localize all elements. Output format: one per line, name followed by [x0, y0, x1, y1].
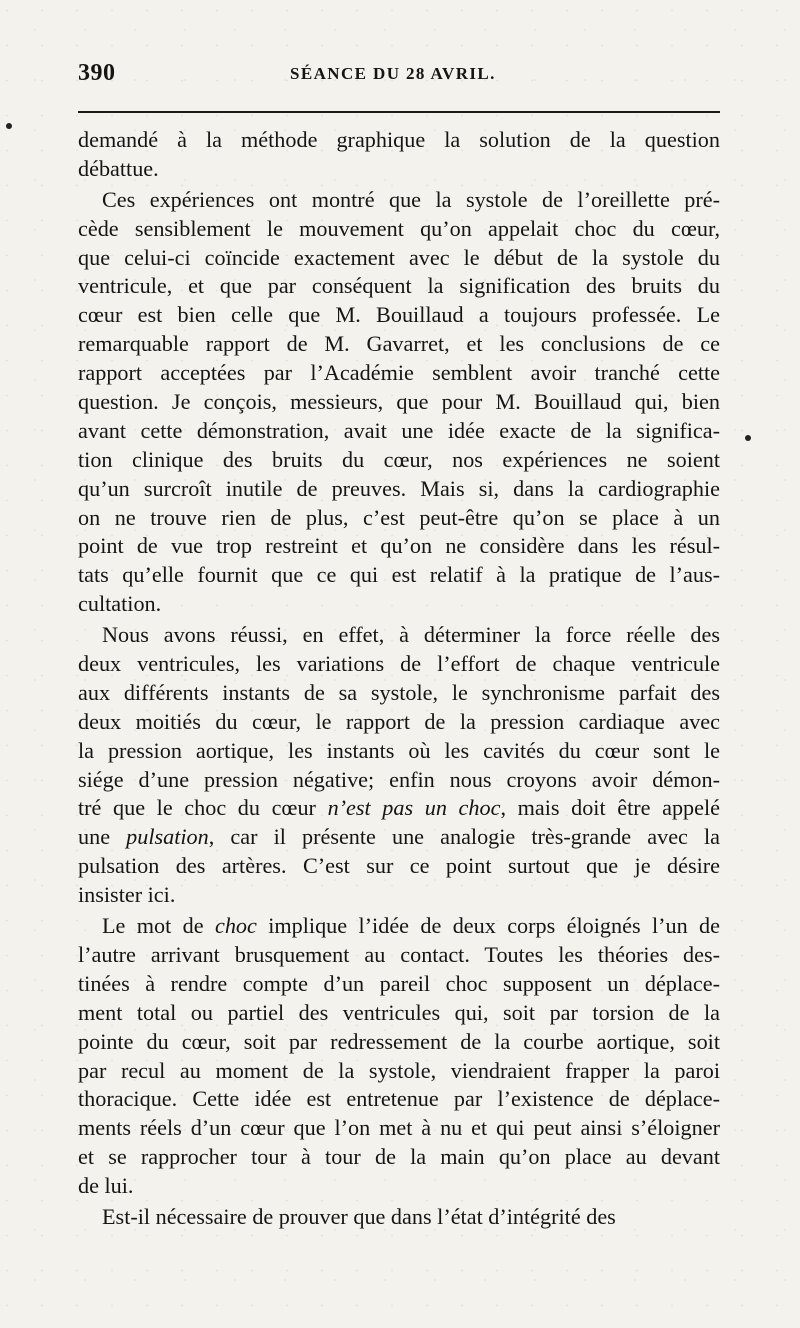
text-line: et se rapprocher tour à tour de la main qu’on place au devant	[78, 1144, 720, 1170]
paragraph	[78, 126, 720, 184]
text-line: siége d’une pression négative; enfin nous croyons avoir démon-	[78, 766, 720, 792]
text-line: thoracique. Cette idée est entretenue par l’existence de déplace-	[78, 1086, 720, 1112]
text-line: de lui.	[78, 1173, 134, 1199]
text-line: cœur est bien celle que M. Bouillaud a toujours professée. Le	[78, 302, 720, 328]
italic-emphasis: pulsation	[126, 824, 209, 850]
paragraph	[78, 621, 720, 910]
text-line: la pression aortique, les instants où les cavités du cœur sont le	[78, 737, 720, 763]
text-line: l’autre arrivant brusquement au contact. Toutes les théories des-	[78, 941, 720, 967]
text-line: tats qu’elle fournit que ce qui est relatif à la pratique de l’aus-	[78, 562, 720, 588]
text-segment: tré que le choc du cœur	[78, 795, 328, 821]
text-line: Nous avons réussi, en effet, à déterminer la force réelle des	[102, 622, 720, 648]
text-line: tion clinique des bruits du cœur, nos expériences ne soient	[78, 446, 720, 472]
header-rule	[78, 111, 720, 113]
text-line: cède sensiblement le mouvement qu’on appelait choc du cœur,	[78, 215, 720, 241]
text-line: tinées à rendre compte d’un pareil choc supposent un déplace-	[78, 970, 720, 996]
text-line: deux moitiés du cœur, le rapport de la pression cardiaque avec	[78, 708, 720, 734]
text-line: rapport acceptées par l’Académie semblent avoir tranché cette	[78, 360, 720, 386]
text-line: Ces expériences ont montré que la systole de l’oreillette pré-	[102, 186, 720, 212]
page-body	[78, 126, 720, 1232]
page-header	[78, 58, 718, 92]
paragraph	[78, 186, 720, 619]
text-line: débattue.	[78, 155, 159, 181]
text-line: ventricule, et que par conséquent la signification des bruits du	[78, 273, 720, 299]
text-line	[78, 823, 720, 852]
text-segment: , car il présente une analogie très-grande avec la	[208, 824, 720, 850]
text-line: qu’un surcroît inutile de preuves. Mais si, dans la cardiographie	[78, 475, 720, 501]
paragraph	[78, 1203, 720, 1232]
italic-emphasis: n’est pas un choc	[327, 795, 501, 821]
text-line: insister ici.	[78, 882, 176, 908]
text-segment: Le mot de	[102, 913, 215, 939]
text-line: avant cette démonstration, avait une idée exacte de la significa-	[78, 417, 720, 443]
paragraph	[78, 912, 720, 1201]
text-segment: implique l’idée de deux corps éloignés l’un de	[256, 913, 720, 939]
text-line: question. Je conçois, messieurs, que pour M. Bouillaud qui, bien	[78, 389, 720, 415]
text-segment: une	[78, 824, 127, 850]
text-line: remarquable rapport de M. Gavarret, et les conclusions de ce	[78, 331, 720, 357]
text-line	[78, 912, 720, 941]
text-line	[78, 794, 720, 823]
text-line: pointe du cœur, soit par redressement de la courbe aortique, soit	[78, 1028, 720, 1054]
text-line: point de vue trop restreint et qu’on ne considère dans les résul-	[78, 533, 720, 559]
text-line: on ne trouve rien de plus, c’est peut-être qu’on se place à un	[78, 504, 720, 530]
text-line: ment total ou partiel des ventricules qui, soit par torsion de la	[78, 999, 720, 1025]
running-head: SÉANCE DU 28 AVRIL.	[290, 64, 496, 83]
text-line: pulsation des artères. C’est sur ce point surtout que je désire	[78, 853, 720, 879]
text-line: deux ventricules, les variations de l’effort de chaque ventricule	[78, 651, 720, 677]
text-line: que celui-ci coïncide exactement avec le début de la systole du	[78, 244, 720, 270]
margin-mark-right	[745, 435, 751, 441]
text-line: ments réels d’un cœur que l’on met à nu et qui peut ainsi s’éloigner	[78, 1115, 720, 1141]
text-line: cultation.	[78, 591, 162, 617]
text-line: par recul au moment de la systole, viendraient frapper la paroi	[78, 1057, 720, 1083]
margin-mark-left	[6, 123, 12, 129]
text-segment: , mais doit être appelé	[500, 795, 720, 821]
text-line: demandé à la méthode graphique la solution de la question	[78, 127, 720, 152]
text-line: aux différents instants de sa systole, le synchronisme parfait des	[78, 679, 720, 705]
page-number: 390	[78, 60, 116, 86]
text-line: Est-il nécessaire de prouver que dans l’état d’intégrité des	[102, 1203, 616, 1229]
italic-emphasis: choc	[214, 913, 257, 939]
